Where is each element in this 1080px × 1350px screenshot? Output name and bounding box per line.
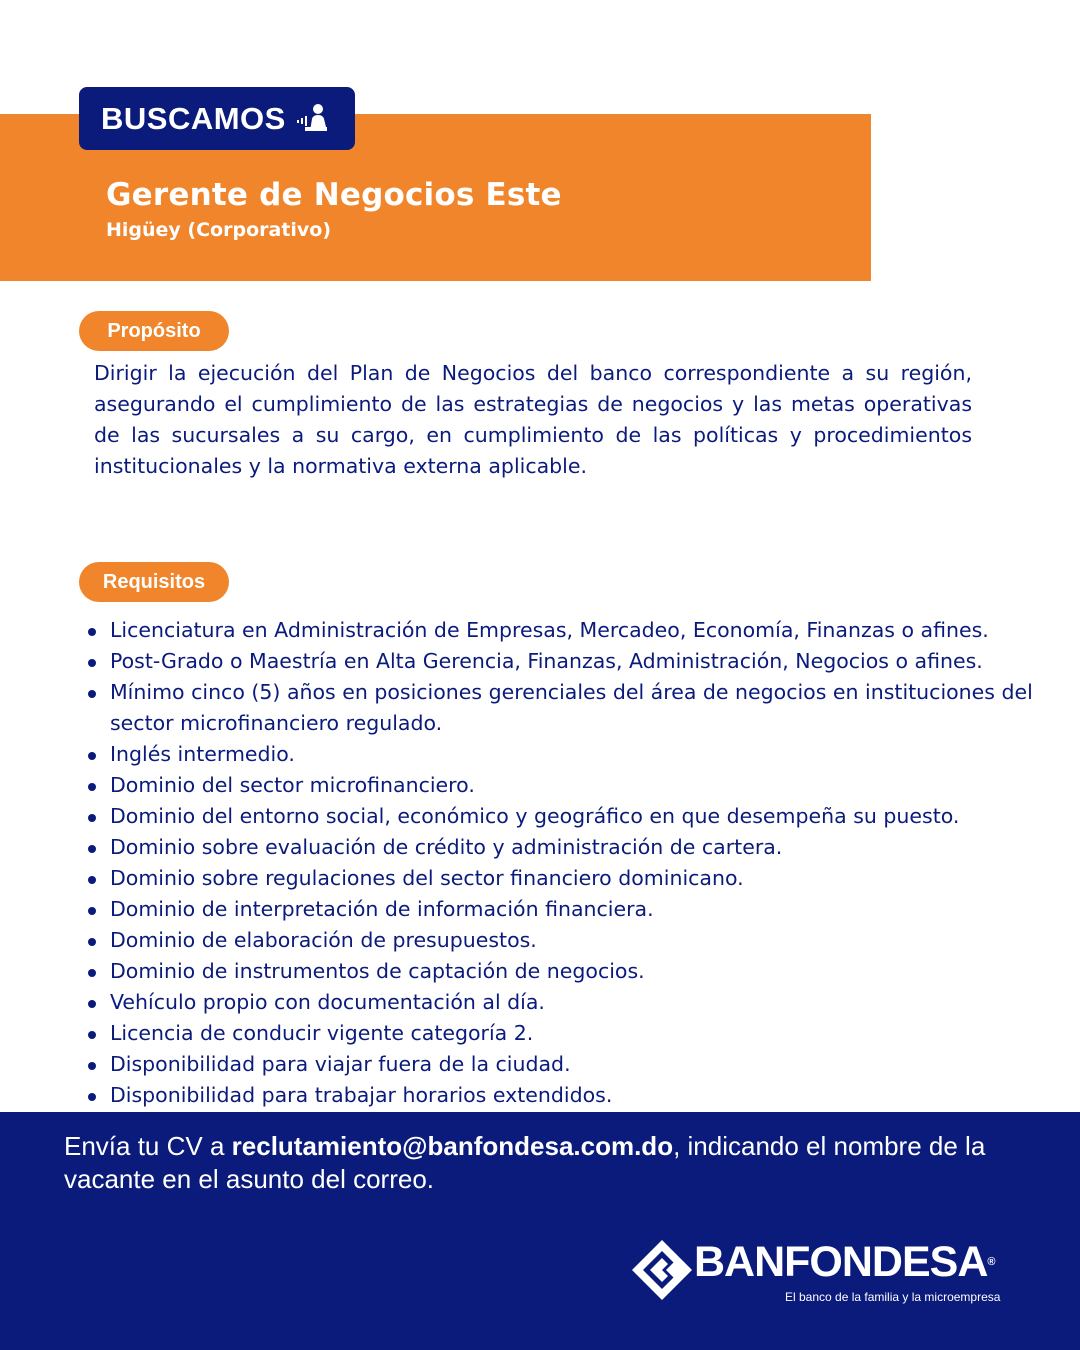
list-item: Dominio sobre regulaciones del sector financiero dominicano. xyxy=(88,863,1048,894)
person-at-computer-icon xyxy=(296,101,332,137)
requirements-label: Requisitos xyxy=(79,562,229,602)
list-item: Dominio de elaboración de presupuestos. xyxy=(88,925,1048,956)
job-title: Gerente de Negocios Este xyxy=(106,177,562,213)
list-item: Dominio del entorno social, económico y geográfico en que desempeña su puesto. xyxy=(88,801,1048,832)
list-item: Post-Grado o Maestría en Alta Gerencia, Finanzas, Administración, Negocios o afines. xyxy=(88,646,1048,677)
list-item: Dominio de instrumentos de captación de negocios. xyxy=(88,956,1048,987)
buscamos-label: BUSCAMOS xyxy=(101,100,286,136)
footer-instructions xyxy=(64,1130,1024,1196)
logo-registered-mark: ® xyxy=(987,1256,996,1268)
list-item: Dominio del sector microfinanciero. xyxy=(88,770,1048,801)
logo-word: BANFONDESA xyxy=(694,1238,988,1286)
list-item: Licencia de conducir vigente categoría 2. xyxy=(88,1018,1048,1049)
list-item: Mínimo cinco (5) años en posiciones gerenciales del área de negocios en instituciones del sector microfinanciero regulado. xyxy=(88,677,1048,739)
purpose-text: Dirigir la ejecución del Plan de Negocios del banco correspondiente a su región, asegurando el cumplimiento de las estrategias de negocios y las metas operativas de las sucursales a su cargo, en cumplimiento de las políticas y procedimientos institucionales y la normativa externa aplicable. xyxy=(94,361,972,478)
list-item: Dominio de interpretación de información financiera. xyxy=(88,894,1048,925)
requirements-list xyxy=(88,615,1048,1111)
list-item: Dominio sobre evaluación de crédito y administración de cartera. xyxy=(88,832,1048,863)
list-item: Licenciatura en Administración de Empresas, Mercadeo, Economía, Finanzas o afines. xyxy=(88,615,1048,646)
list-item: Vehículo propio con documentación al día. xyxy=(88,987,1048,1018)
list-item: Disponibilidad para viajar fuera de la ciudad. xyxy=(88,1049,1048,1080)
list-item: Inglés intermedio. xyxy=(88,739,1048,770)
buscamos-tag xyxy=(79,87,355,150)
job-location: Higüey (Corporativo) xyxy=(106,219,332,241)
purpose-label: Propósito xyxy=(79,311,229,351)
contact-email: reclutamiento@banfondesa.com.do xyxy=(231,1131,674,1161)
list-item: Disponibilidad para trabajar horarios extendidos. xyxy=(88,1080,1048,1111)
logo-wordmark xyxy=(694,1240,996,1284)
logo-tagline: El banco de la familia y la microempresa xyxy=(785,1290,1001,1304)
footer-text-after: , indicando el nombre de la vacante en el asunto del correo. xyxy=(64,1131,986,1194)
footer-text-before: Envía tu CV a xyxy=(64,1131,232,1161)
banfondesa-diamond-icon xyxy=(630,1238,694,1302)
banfondesa-logo xyxy=(630,1238,1000,1308)
